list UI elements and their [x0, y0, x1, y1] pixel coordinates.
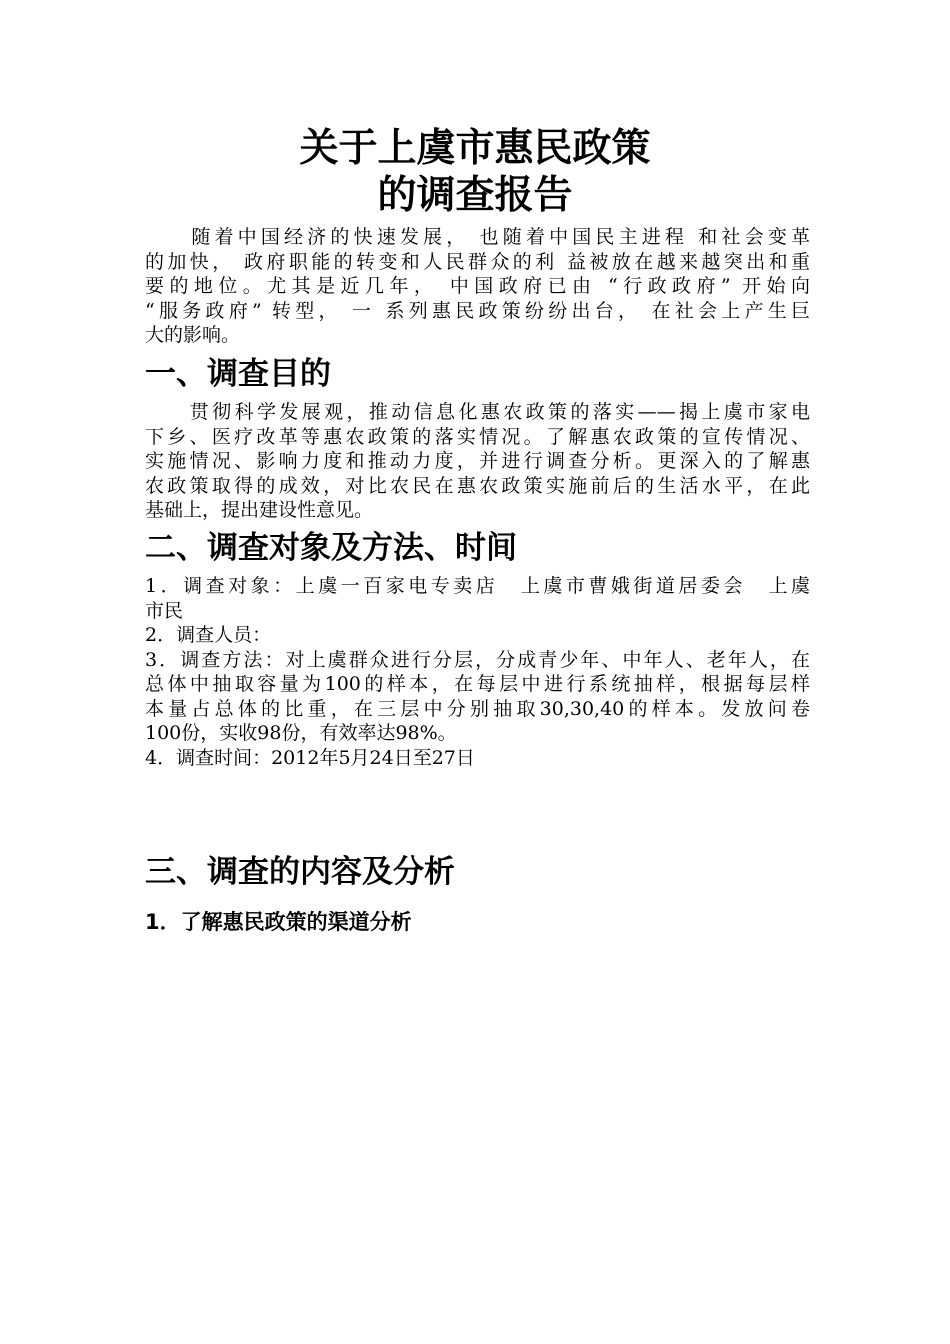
section-2-list	[145, 574, 810, 770]
section-1-heading: 一、调查目的	[145, 356, 331, 392]
section-2-heading: 二、调查对象及方法、时间	[145, 530, 517, 566]
section-2-item: 4．调查时间：2012年5月24日至27日	[145, 746, 475, 769]
document-title-line-1: 关于上虞市惠民政策	[299, 126, 651, 171]
intro-line: 的加快， 政府职能的转变和人民群众的利 益被放在越来越突出和重	[145, 250, 810, 273]
intro-line: “服务政府” 转型， 一 系列惠民政策纷纷出台， 在社会上产生巨	[145, 299, 810, 322]
section-2-item: 2．调查人员：	[145, 624, 272, 646]
section-1-line: 贯彻科学发展观，推动信息化惠农政策的落实——揭上虞市家电	[145, 401, 810, 423]
section-1-line: 下乡、医疗改革等惠农政策的落实情况。了解惠农政策的宣传情况、	[145, 425, 810, 448]
section-2-item: 总体中抽取容量为100的样本，在每层中进行系统抽样，根据每层样	[145, 673, 810, 695]
section-2-item: 3．调查方法：对上虞群众进行分层，分成青少年、中年人、老年人，在	[145, 648, 810, 671]
section-3-subheading: 1．了解惠民政策的渠道分析	[145, 910, 412, 934]
section-3-heading: 三、调查的内容及分析	[145, 854, 455, 890]
intro-line: 随着中国经济的快速发展， 也随着中国民主进程 和社会变革	[145, 226, 810, 248]
intro-paragraph	[145, 225, 810, 348]
intro-line: 大的影响。	[145, 324, 241, 346]
section-1-line: 基础上，提出建设性意见。	[145, 499, 374, 521]
document-title-line-2: 的调查报告	[377, 173, 573, 218]
section-2-item: 本量占总体的比重，在三层中分别抽取30,30,40的样本。发放问卷	[145, 697, 810, 720]
section-2-item: 1．调查对象：上虞一百家电专卖店 上虞市曹娥街道居委会 上虞	[145, 575, 810, 597]
section-2-item: 市民	[145, 599, 184, 622]
intro-line: 要的地位。尤其是近几年， 中国政府已由 “行政政府” 开始向	[145, 275, 810, 297]
section-1-line: 实施情况、影响力度和推动力度，并进行调查分析。更深入的了解惠	[145, 450, 810, 472]
section-1-paragraph	[145, 400, 810, 523]
section-1-line: 农政策取得的成效，对比农民在惠农政策实施前后的生活水平，在此	[145, 474, 810, 497]
section-2-item: 100份，实收98份，有效率达98%。	[145, 722, 457, 744]
